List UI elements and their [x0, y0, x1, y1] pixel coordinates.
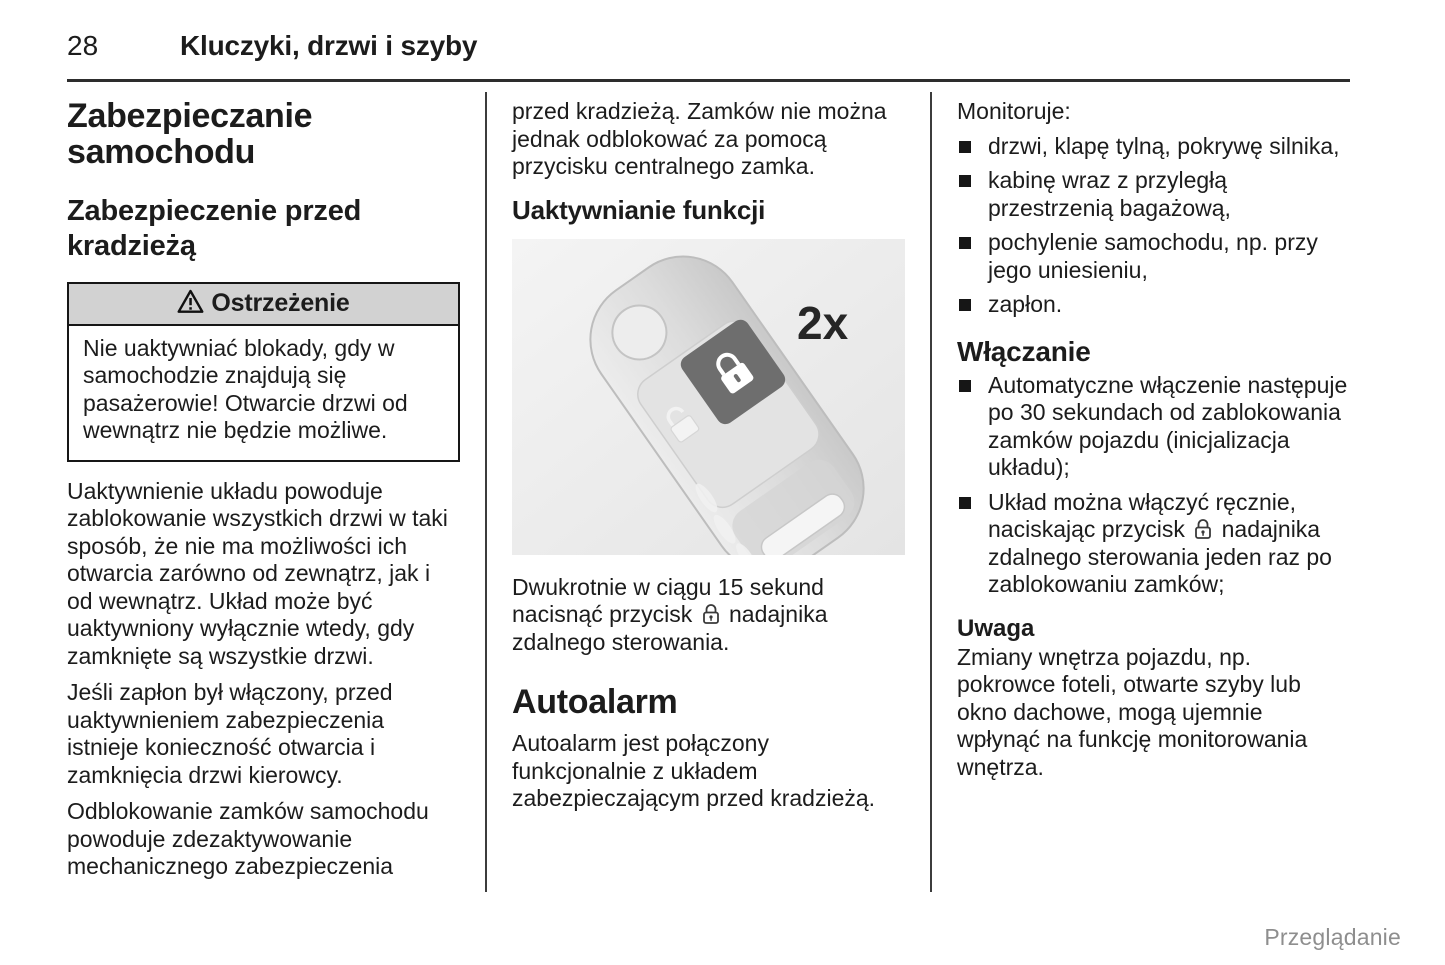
bullet-square-icon	[959, 237, 971, 249]
chapter-title: Kluczyki, drzwi i szyby	[180, 30, 478, 61]
paragraph: Uaktywnienie układu powoduje zablokowanie wszystkich drzwi w taki sposób, że nie ma możliwości ich otwarcia zarówno od zewnątrz, jak i od wewnątrz. Układ może być uaktywniony wyłącznie wtedy, gdy zamknięte są wszystkie drzwi.	[67, 477, 448, 669]
figure-label-2x: 2x	[797, 296, 849, 349]
list-intro: Monitoruje:	[957, 98, 1071, 124]
section-title: Zabezpieczanie samochodu	[67, 97, 313, 172]
note-label: Uwaga	[957, 614, 1035, 642]
page-number: 28	[67, 30, 99, 61]
section-subtitle: Zabezpieczenie przed kradzieżą	[67, 194, 362, 263]
warning-box-header	[69, 284, 458, 326]
paragraph: przed kradzieżą. Zamków nie można jednak odblokować za pomocą przycisku centralnego zamka.	[512, 98, 887, 179]
warning-text: Nie uaktywniać blokady, gdy w samochodzie znajdują się pasażerowie! Otwarcie drzwi od wewnątrz nie będzie możliwe.	[83, 334, 408, 443]
middle-column	[512, 92, 905, 822]
header-rule	[67, 79, 1350, 82]
warning-label: Ostrzeżenie	[211, 288, 350, 317]
page-header	[0, 0, 1445, 62]
right-column	[957, 92, 1350, 790]
bullet-square-icon	[959, 299, 971, 311]
column-divider	[485, 92, 487, 892]
bullet-square-icon	[959, 497, 971, 509]
bullet-square-icon	[959, 380, 971, 392]
list-item: pochylenie samochodu, np. przy jego uniesieniu,	[957, 229, 1350, 284]
list-item-with-icon: Układ można włączyć ręcznie, naciskając przycisk nadajnika zdalnego sterowania jeden raz po zablokowaniu zamków;	[957, 489, 1350, 599]
footer-section-label: Przeglądanie	[1264, 924, 1401, 950]
subsection-heading: Włączanie	[957, 335, 1091, 367]
warning-box	[67, 282, 460, 462]
list-item: kabinę wraz z przyległą przestrzenią bagażową,	[957, 167, 1350, 222]
note-text: Zmiany wnętrza pojazdu, np. pokrowce foteli, otwarte szyby lub okno dachowe, mogą ujemnie wpłynąć na funkcję monitorowania wnętrza.	[957, 643, 1308, 780]
subsection-heading: Uaktywnianie funkcji	[512, 194, 766, 225]
paragraph: Odblokowanie zamków samochodu powoduje zdezaktywowanie mechanicznego zabezpieczenia	[67, 798, 429, 879]
paragraph-with-icon: Dwukrotnie w ciągu 15 sekund nacisnąć przycisk nadajnika zdalnego sterowania.	[512, 573, 828, 655]
left-column	[67, 92, 460, 890]
key-fob-illustration	[512, 239, 905, 555]
content-columns	[0, 92, 1445, 892]
list-item: drzwi, klapę tylną, pokrywę silnika,	[957, 133, 1350, 161]
bullet-square-icon	[959, 175, 971, 187]
section-heading-autoalarm: Autoalarm	[512, 683, 678, 721]
paragraph: Autoalarm jest połączony funkcjonalnie z układem zabezpieczającym przed kradzieżą.	[512, 730, 876, 811]
lock-icon	[1194, 518, 1212, 540]
column-divider	[930, 92, 932, 892]
warning-triangle-icon	[177, 289, 204, 314]
warning-box-body	[69, 326, 458, 460]
list-item: Automatyczne włączenie następuje po 30 sekundach od zablokowania zamków pojazdu (inicjalizacja układu);	[957, 372, 1350, 482]
bullet-square-icon	[959, 141, 971, 153]
paragraph: Jeśli zapłon był włączony, przed uaktywnieniem zabezpieczenia istnieje konieczność otwarcia i zamknięcia drzwi kierowcy.	[67, 679, 393, 788]
list-item: zapłon.	[957, 291, 1350, 319]
lock-icon	[702, 603, 720, 625]
